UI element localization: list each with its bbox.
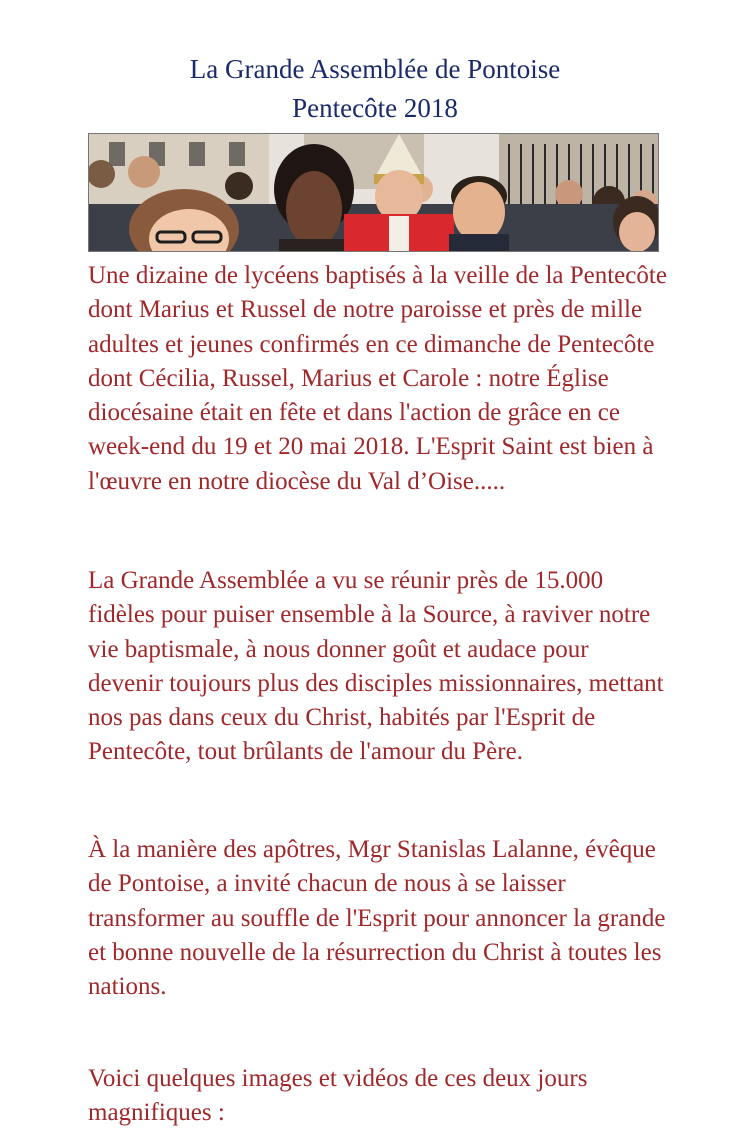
intro-paragraph: Une dizaine de lycéens baptisés à la veille de la Pentecôte dont Marius et Russel de notre paroisse et près de mille adultes et jeunes confirmés en ce dimanche de Pentecôte dont Cécilia, Russel, Marius et Carole : notre Église diocésaine était en fête et dans l'action de grâce en ce week-end du 19 et 20 mai 2018. L'Esprit Saint est bien à l'œuvre en notre diocèse du Val d’Oise..... <box>88 262 667 495</box>
page-title: La Grande Assemblée de Pontoise <box>189 54 561 84</box>
page-subtitle: Pentecôte 2018 <box>292 93 458 123</box>
bishop-paragraph: À la manière des apôtres, Mgr Stanislas Lalanne, évêque de Pontoise, a invité chacun de nous à se laisser transformer au souffle de l'Esprit pour annoncer la grande et bonne nouvelle de la résurrection du Christ à toutes les nations. <box>88 836 666 1001</box>
crowd-photo <box>88 133 659 252</box>
media-intro-paragraph: Voici quelques images et vidéos de ces deux jours magnifiques : <box>88 1065 588 1127</box>
assembly-paragraph: La Grande Assemblée a vu se réunir près de 15.000 fidèles pour puiser ensemble à la Source, à raviver notre vie baptismale, à nous donner goût et audace pour devenir toujours plus des disciples missionnaires, mettant nos pas dans ceux du Christ, habités par l'Esprit de Pentecôte, tout brûlants de l'amour du Père. <box>88 567 664 766</box>
